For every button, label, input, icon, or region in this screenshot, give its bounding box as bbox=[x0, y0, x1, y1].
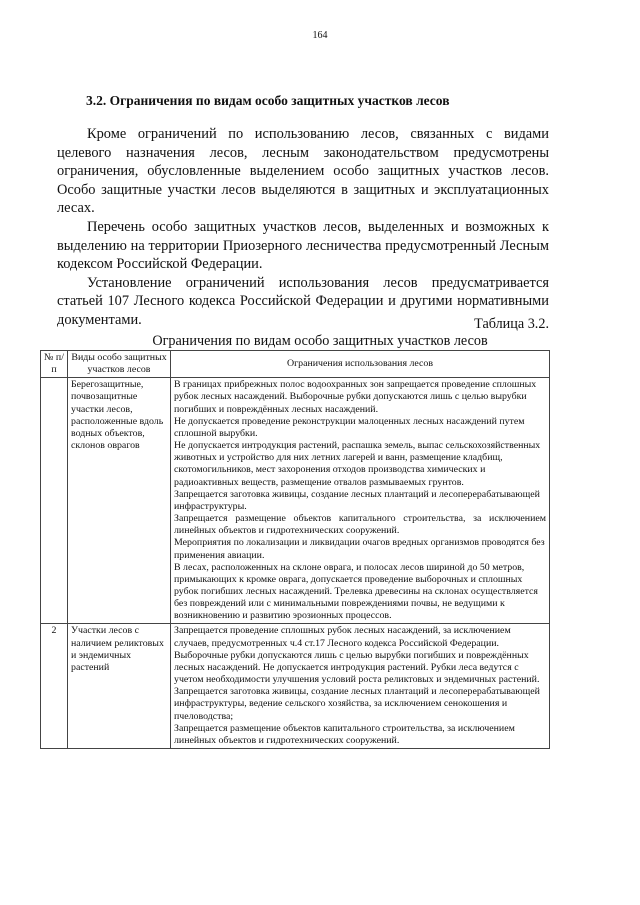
header-type: Виды особо защитных участков лесов bbox=[68, 351, 171, 378]
restriction-item: В границах прибрежных полос водоохранных зон запрещается проведение сплошных рубок лесных насаждений. Выборочные рубки допускаются лишь с целью вырубки погибших и повреждённых лесных насаждений. bbox=[174, 379, 537, 415]
restriction-item: Запрещается размещение объектов капитального строительства, за исключением линейных объектов и гидротехнических сооружений. bbox=[174, 513, 546, 537]
row-num bbox=[41, 378, 68, 624]
header-restrictions: Ограничения использования лесов bbox=[171, 351, 550, 378]
header-num: № п/п bbox=[41, 351, 68, 378]
row-restrictions bbox=[171, 624, 550, 749]
row-restrictions bbox=[171, 378, 550, 624]
restriction-item: Запрещается размещение объектов капитального строительства, за исключением линейных объектов и гидротехнических сооружений. bbox=[174, 722, 515, 746]
table-header-row bbox=[41, 351, 550, 378]
table-row bbox=[41, 624, 550, 749]
section-title: 3.2. Ограничения по видам особо защитных участков лесов bbox=[86, 93, 450, 108]
page-number: 164 bbox=[312, 30, 328, 41]
row-type: Участки лесов с наличием реликтовых и эндемичных растений bbox=[68, 624, 171, 749]
paragraph: Кроме ограничений по использованию лесов, связанных с видами целевого назначения лесов, лесным законодательством предусмотрены ограничения, обусловленные выделением особо защитных участков лесов. Особо защитные участки лесов выделяются в защитных и эксплуатационных лесах. bbox=[57, 126, 549, 217]
paragraph: Перечень особо защитных участков лесов, выделенных и возможных к выделению на территории Приозерного лесничества предусмотренный Лесным кодексом Российской Федерации. bbox=[57, 218, 549, 273]
restriction-item: Не допускается интродукция растений, распашка земель, выпас сельскохозяйственных животных и устройство для них летних лагерей и ванн, размещение кладбищ, скотомогильников, мест захоронения отходов производства химических и радиоактивных веществ, размещение отвалов размываемых грунтов. bbox=[174, 440, 541, 488]
restriction-item: Запрещается заготовка живицы, создание лесных плантаций и лесоперерабатывающей инфраструктуры, ведение сельского хозяйства, за исключением сенокошения и пчеловодства; bbox=[174, 686, 540, 722]
table-label: Таблица 3.2. bbox=[474, 316, 549, 332]
row-type: Берегозащитные, почвозащитные участки лесов, расположенные вдоль водных объектов, склонов оврагов bbox=[68, 378, 171, 624]
restriction-item: Мероприятия по локализации и ликвидации очагов вредных организмов проводятся без применения авиации. bbox=[174, 537, 545, 561]
restriction-item: Запрещается проведение сплошных рубок лесных насаждений, за исключением случаев, предусмотренных ч.4 ст.17 Лесного кодекса Российской Федерации. Выборочные рубки допускаются лишь с целью вырубки погибших и повреждённых лесных насаждений. Не допускается интродукция растений. Рубки леса ведутся с учетом необходимости улучшения условий роста реликтовых и эндемичных растений. bbox=[174, 625, 540, 686]
restrictions-table bbox=[40, 350, 550, 749]
restriction-item: Не допускается проведение реконструкции малоценных лесных насаждений путем сплошной вырубки. bbox=[174, 415, 525, 439]
paragraph: Установление ограничений использования лесов предусматривается статьей 107 Лесного кодекса Российской Федерации и другими нормативными документами. bbox=[57, 274, 549, 328]
body-text bbox=[57, 125, 549, 330]
table-row bbox=[41, 378, 550, 624]
restriction-item: Запрещается заготовка живицы, создание лесных плантаций и лесоперерабатывающей инфраструктуры. bbox=[174, 488, 540, 512]
row-num: 2 bbox=[41, 624, 68, 749]
restriction-item: В лесах, расположенных на склоне оврага, и полосах лесов шириной до 50 метров, примыкающих к кромке оврага, допускается проведение выборочных и сплошных рубок погибших лесных насаждений. Трелевка древесины на склонах осуществляется без повреждений или с минимальными повреждениями почвы, не ведущими к возникновению и развитию эрозионных процессов. bbox=[174, 561, 538, 622]
table-title: Ограничения по видам особо защитных участков лесов bbox=[152, 333, 488, 349]
